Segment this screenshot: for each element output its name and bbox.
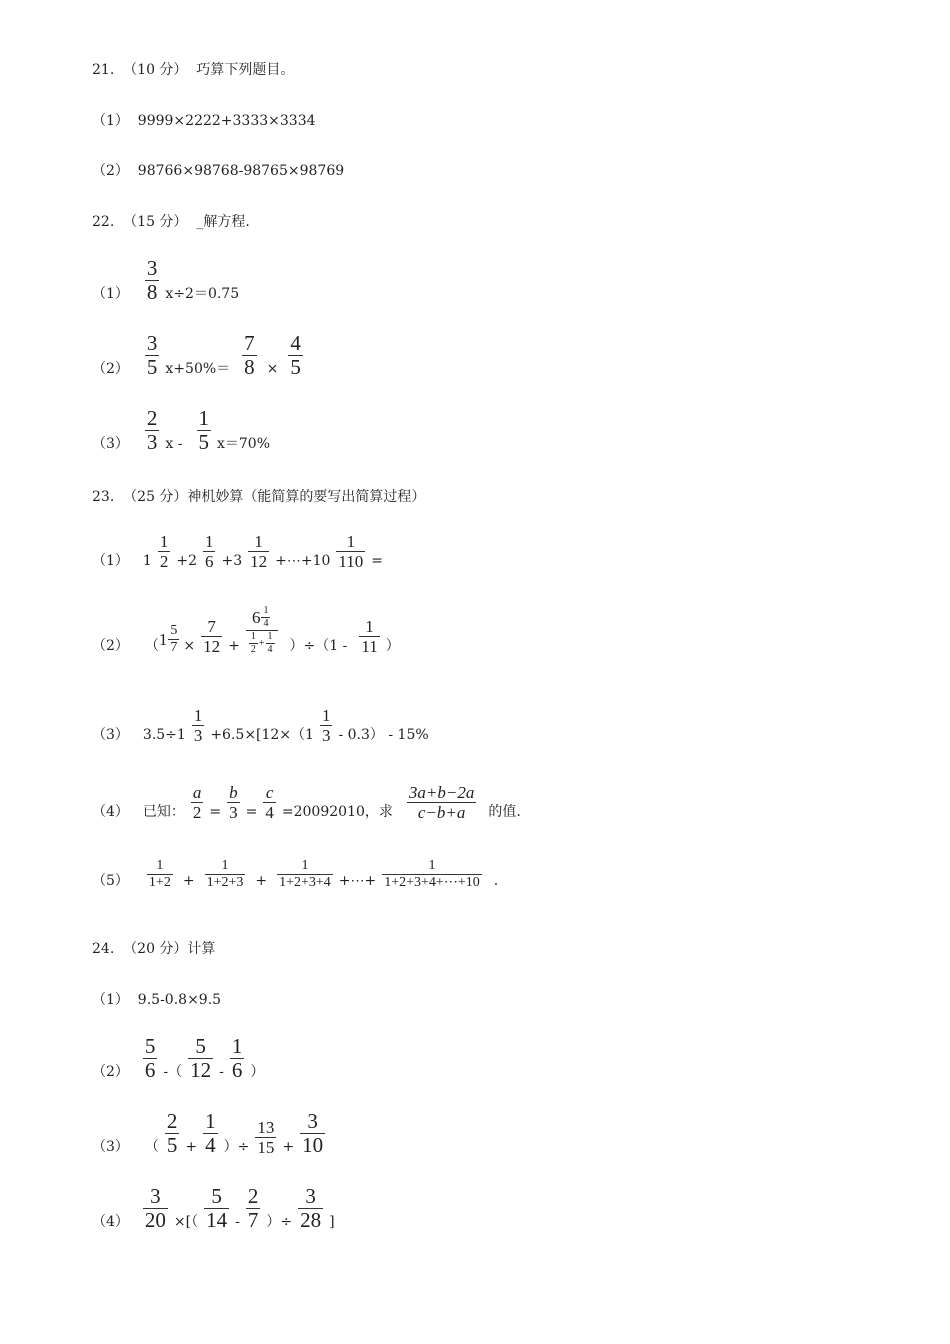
operator: + bbox=[255, 873, 268, 889]
numerator: 7 bbox=[207, 617, 216, 636]
q23-part-3 bbox=[92, 707, 429, 744]
operator: + bbox=[258, 637, 265, 649]
q24-part-4 bbox=[92, 1186, 335, 1231]
expression-text: - 0.3） - 15% bbox=[338, 727, 429, 743]
denominator: 1+2+3 bbox=[206, 875, 244, 890]
fraction bbox=[168, 624, 179, 655]
numerator: 1 bbox=[346, 532, 356, 551]
operator: - bbox=[235, 1214, 240, 1230]
expression-text: +3 bbox=[221, 553, 243, 569]
q23-header-text: 23. （25 分）神机妙算（能简算的要写出简算过程） bbox=[92, 489, 426, 505]
numerator: 5 bbox=[144, 1034, 156, 1058]
part-label: （2） bbox=[92, 638, 129, 654]
part-label: （1） bbox=[92, 553, 129, 569]
complex-numerator bbox=[250, 606, 274, 629]
numerator: 13 bbox=[257, 1118, 275, 1137]
q21-p1-text: （1） 9999×2222+3333×3334 bbox=[92, 113, 316, 129]
q24-p1-text: （1） 9.5-0.8×9.5 bbox=[92, 992, 222, 1008]
operator: + bbox=[282, 1139, 295, 1155]
expression-text: =20092010，求 bbox=[281, 804, 393, 820]
operator: +⋯+ bbox=[338, 873, 377, 889]
q21-part-2 bbox=[92, 164, 344, 180]
expression-text: 已知： bbox=[142, 804, 185, 820]
numerator: b bbox=[229, 783, 238, 802]
expression-text: +2 bbox=[176, 553, 197, 569]
denominator: 14 bbox=[206, 1208, 228, 1232]
fraction bbox=[205, 859, 246, 890]
numerator: 1 bbox=[250, 631, 256, 642]
expression-text: +6.5×[12×（1 bbox=[210, 727, 314, 743]
fraction bbox=[145, 258, 160, 303]
denominator: 10 bbox=[302, 1133, 324, 1157]
numerator: 5 bbox=[170, 623, 178, 638]
fraction bbox=[359, 618, 379, 655]
bracket: ） bbox=[250, 1064, 265, 1080]
q24-header-text: 24. （20 分）计算 bbox=[92, 941, 216, 957]
q24-part-3 bbox=[92, 1111, 331, 1156]
fraction bbox=[145, 333, 160, 378]
fraction bbox=[263, 784, 276, 821]
numerator: 4 bbox=[290, 331, 301, 355]
fraction bbox=[191, 784, 204, 821]
numerator: 3 bbox=[146, 331, 158, 355]
expression-text: ）÷（1 - bbox=[289, 638, 348, 654]
denominator: 1+2+3+4 bbox=[279, 875, 331, 890]
part-label: （5） bbox=[92, 873, 129, 889]
fraction bbox=[143, 1186, 168, 1231]
denominator: 5 bbox=[290, 355, 301, 379]
expression-text: x＝70% bbox=[217, 436, 271, 452]
operator: × bbox=[183, 638, 196, 654]
whole-number: 1 bbox=[158, 630, 168, 649]
numerator: a bbox=[192, 783, 202, 802]
expression-text: ）÷ bbox=[223, 1139, 250, 1155]
numerator: 2 bbox=[146, 406, 158, 430]
fraction bbox=[300, 1111, 325, 1156]
fraction bbox=[266, 632, 275, 655]
numerator: 1 bbox=[231, 1034, 243, 1058]
period: . bbox=[493, 873, 499, 889]
q23-part-4 bbox=[92, 784, 521, 821]
denominator: 12 bbox=[190, 1058, 212, 1082]
fraction bbox=[248, 533, 269, 570]
numerator: 1 bbox=[321, 706, 331, 725]
fraction bbox=[158, 533, 171, 570]
part-label: （2） bbox=[92, 1064, 129, 1080]
denominator: 3 bbox=[193, 726, 203, 745]
denominator: 3 bbox=[321, 726, 331, 745]
fraction bbox=[298, 1186, 323, 1231]
complex-fraction bbox=[246, 606, 278, 655]
denominator: 4 bbox=[267, 644, 273, 655]
fraction bbox=[143, 1036, 158, 1081]
expression-text: 的值. bbox=[488, 804, 521, 820]
q22-part-1 bbox=[92, 258, 239, 303]
denominator: 12 bbox=[250, 552, 268, 571]
denominator: 6 bbox=[231, 1058, 243, 1082]
fraction bbox=[227, 784, 240, 821]
operator: + bbox=[228, 638, 240, 654]
fraction bbox=[320, 707, 333, 744]
numerator: 2 bbox=[247, 1184, 259, 1208]
fraction bbox=[407, 784, 476, 821]
fraction bbox=[201, 618, 222, 655]
equals-sign: = bbox=[371, 553, 384, 569]
fraction bbox=[203, 1111, 218, 1156]
numerator: 7 bbox=[244, 331, 255, 355]
numerator: 1 bbox=[301, 858, 309, 873]
q22-header bbox=[92, 215, 250, 231]
denominator: 5 bbox=[198, 430, 209, 454]
q23-part-5 bbox=[92, 859, 498, 890]
q21-header bbox=[92, 63, 294, 79]
denominator: 1+2+3+4+⋯+10 bbox=[384, 875, 480, 890]
q21-part-1 bbox=[92, 114, 316, 130]
q23-part-1 bbox=[92, 533, 383, 570]
denominator: c−b+a bbox=[417, 803, 466, 822]
numerator: 2 bbox=[166, 1109, 178, 1133]
expression-text: 3.5÷1 bbox=[142, 727, 186, 743]
q24-header bbox=[92, 942, 215, 958]
fraction bbox=[165, 1111, 180, 1156]
q24-part-1 bbox=[92, 993, 221, 1009]
numerator: 5 bbox=[211, 1184, 222, 1208]
numerator: 1 bbox=[267, 631, 273, 642]
q21-p2-text: （2） 98766×98768-98765×98769 bbox=[92, 163, 345, 179]
expression-text: ×[（ bbox=[173, 1214, 199, 1230]
numerator: 3 bbox=[146, 256, 158, 280]
fraction bbox=[204, 1186, 229, 1231]
part-label: （3） bbox=[92, 1139, 129, 1155]
denominator: 6 bbox=[144, 1058, 156, 1082]
equals-sign: = bbox=[209, 804, 222, 820]
numerator: 1 bbox=[204, 532, 214, 551]
denominator: 3 bbox=[146, 430, 158, 454]
denominator: 11 bbox=[361, 637, 378, 656]
operator: - bbox=[219, 1064, 224, 1080]
denominator: 6 bbox=[204, 552, 214, 571]
numerator: 3a+b−2a bbox=[408, 783, 475, 802]
expression-text: -（ bbox=[163, 1064, 183, 1080]
denominator: 28 bbox=[300, 1208, 322, 1232]
expression-text: ）÷ bbox=[266, 1214, 293, 1230]
q22-header-text: 22. （15 分） _解方程. bbox=[92, 214, 250, 230]
mixed-number bbox=[159, 624, 184, 655]
fraction bbox=[188, 1036, 213, 1081]
denominator: 8 bbox=[244, 355, 255, 379]
fraction bbox=[230, 1036, 245, 1081]
part-label: （4） bbox=[92, 1214, 129, 1230]
numerator: 1 bbox=[428, 858, 436, 873]
numerator: 1 bbox=[263, 605, 269, 616]
fraction bbox=[382, 859, 481, 890]
fraction bbox=[242, 333, 257, 378]
operator: + bbox=[185, 1139, 198, 1155]
fraction bbox=[192, 707, 205, 744]
q21-header-text: 21. （10 分） 巧算下列题目。 bbox=[92, 62, 295, 78]
part-label: （2） bbox=[92, 361, 129, 377]
denominator: 3 bbox=[229, 803, 238, 822]
equals-sign: = bbox=[245, 804, 258, 820]
bracket: （ bbox=[144, 1139, 159, 1155]
part-label: （3） bbox=[92, 727, 129, 743]
fraction bbox=[246, 1186, 261, 1231]
denominator: 2 bbox=[159, 552, 169, 571]
q23-part-2 bbox=[92, 606, 400, 655]
bracket: ] bbox=[329, 1214, 335, 1230]
denominator: 5 bbox=[146, 355, 158, 379]
fraction bbox=[261, 606, 270, 629]
part-label: （1） bbox=[92, 286, 129, 302]
denominator: 20 bbox=[144, 1208, 166, 1232]
fraction bbox=[255, 1119, 276, 1156]
denominator: 15 bbox=[257, 1138, 275, 1157]
denominator: 4 bbox=[205, 1133, 216, 1157]
q23-header bbox=[92, 490, 425, 506]
numerator: 1 bbox=[221, 858, 229, 873]
denominator: 4 bbox=[263, 618, 269, 629]
bracket: （ bbox=[144, 638, 159, 654]
fraction bbox=[288, 333, 303, 378]
numerator: 3 bbox=[305, 1184, 316, 1208]
numerator: 1 bbox=[365, 617, 374, 636]
numerator: 1 bbox=[198, 406, 209, 430]
whole-number: 1 bbox=[142, 553, 152, 569]
q22-part-2 bbox=[92, 333, 309, 378]
denominator: 7 bbox=[170, 640, 178, 655]
fraction bbox=[277, 859, 333, 890]
denominator: 2 bbox=[192, 803, 202, 822]
operator: + bbox=[182, 873, 195, 889]
fraction bbox=[197, 408, 212, 453]
numerator: 5 bbox=[195, 1034, 206, 1058]
complex-denominator bbox=[246, 632, 278, 655]
fraction bbox=[145, 408, 160, 453]
numerator: 1 bbox=[254, 532, 263, 551]
fraction bbox=[147, 859, 173, 890]
part-label: （3） bbox=[92, 436, 129, 452]
fraction bbox=[249, 632, 258, 655]
numerator: 1 bbox=[193, 706, 203, 725]
denominator: 1+2 bbox=[148, 875, 171, 890]
numerator: c bbox=[265, 783, 274, 802]
numerator: 1 bbox=[159, 532, 169, 551]
expression-text: x+50%＝ bbox=[165, 361, 231, 377]
numerator: 3 bbox=[150, 1184, 161, 1208]
q24-part-2 bbox=[92, 1036, 264, 1081]
denominator: 7 bbox=[247, 1208, 259, 1232]
denominator: 2 bbox=[250, 644, 256, 655]
expression-text: x - bbox=[165, 436, 183, 452]
numerator: 3 bbox=[307, 1109, 318, 1133]
denominator: 110 bbox=[338, 552, 364, 571]
numerator: 1 bbox=[156, 858, 164, 873]
numerator: 1 bbox=[205, 1109, 216, 1133]
whole-number: 6 bbox=[251, 608, 261, 627]
part-label: （4） bbox=[92, 804, 129, 820]
fraction bbox=[336, 533, 365, 570]
expression-text: +⋯+10 bbox=[275, 553, 331, 569]
operator: × bbox=[266, 361, 279, 377]
fraction bbox=[203, 533, 216, 570]
denominator: 5 bbox=[166, 1133, 178, 1157]
q22-part-3 bbox=[92, 408, 270, 453]
expression-text: x÷2＝0.75 bbox=[165, 286, 240, 302]
bracket: ） bbox=[385, 638, 400, 654]
denominator: 8 bbox=[146, 280, 158, 304]
denominator: 4 bbox=[265, 803, 274, 822]
denominator: 12 bbox=[203, 637, 221, 656]
